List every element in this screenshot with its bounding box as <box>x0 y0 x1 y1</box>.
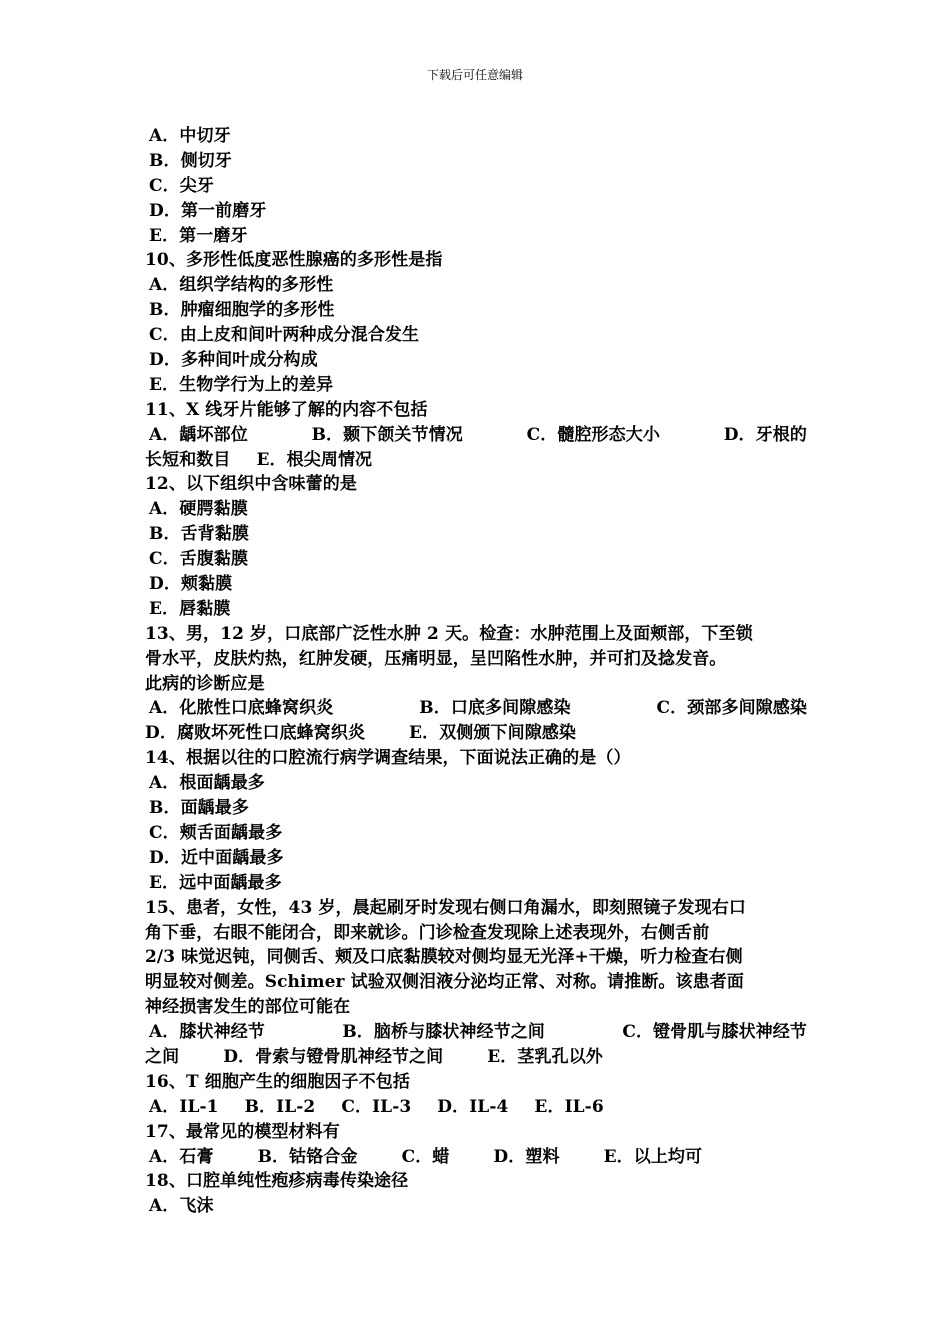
option-item: B．颞下颌关节情况 <box>311 424 463 445</box>
option-item: D．骨索与镫骨肌神经节之间 <box>223 1046 444 1067</box>
option-item: E．以上均可 <box>603 1146 703 1167</box>
option-item: D．牙根的 <box>723 424 807 445</box>
question-line: 12、以下组织中含味蕾的是 <box>145 474 357 495</box>
option-row <box>145 423 807 448</box>
option-item: D．IL-4 <box>437 1096 509 1117</box>
option-line: A．硬腭黏膜 <box>149 499 248 520</box>
question-line: 明显较对侧差。Schimer 试验双侧泪液分泌均正常、对称。请推断。该患者面 <box>145 972 744 993</box>
option-item: C．镫骨肌与膝状神经节 <box>622 1022 807 1043</box>
question-line: 15、患者，女性，43 岁，晨起刷牙时发现右侧口角漏水，即刻照镜子发现右口 <box>145 897 746 918</box>
option-item: B．脑桥与膝状神经节之间 <box>342 1022 545 1043</box>
option-line: C．舌腹黏膜 <box>149 549 249 570</box>
question-line: 14、根据以往的口腔流行病学调查结果，下面说法正确的是（） <box>145 748 631 769</box>
option-line: D．第一前磨牙 <box>149 200 267 221</box>
question-line: 18、口腔单纯性疱疹病毒传染途径 <box>145 1171 409 1192</box>
option-item: C．颈部多间隙感染 <box>656 698 807 719</box>
option-line: E．生物学行为上的差异 <box>149 374 334 395</box>
option-row <box>145 1145 807 1170</box>
question-line: 10、多形性低度恶性腺癌的多形性是指 <box>145 250 443 271</box>
option-row <box>145 1095 807 1120</box>
option-item: B．钴铬合金 <box>257 1146 358 1167</box>
option-line: A．中切牙 <box>149 126 231 146</box>
option-line: B．侧切牙 <box>149 150 232 171</box>
option-row <box>145 1020 807 1045</box>
question-line: 2/3 味觉迟钝，同侧舌、颊及口底黏膜较对侧均显无光泽+干燥，听力检查右侧 <box>145 947 743 968</box>
option-item: B．IL-2 <box>244 1096 316 1117</box>
option-item: C．蜡 <box>401 1146 450 1167</box>
option-row <box>145 1045 807 1070</box>
option-item: E．根尖周情况 <box>256 449 373 470</box>
option-row <box>145 696 807 721</box>
option-line: D．近中面龋最多 <box>149 847 284 868</box>
option-item: A．IL-1 <box>149 1096 219 1117</box>
option-line: D．多种间叶成分构成 <box>149 350 318 371</box>
option-line: A．组织学结构的多形性 <box>149 275 334 296</box>
option-line: D．颊黏膜 <box>149 574 233 595</box>
question-line: 16、T 细胞产生的细胞因子不包括 <box>145 1071 410 1092</box>
option-line: C．由上皮和间叶两种成分混合发生 <box>149 325 420 346</box>
question-line: 此病的诊断应是 <box>145 673 265 694</box>
option-line: A．飞沫 <box>149 1196 214 1217</box>
option-line: B．肿瘤细胞学的多形性 <box>149 300 335 321</box>
option-item: A．膝状神经节 <box>149 1022 265 1043</box>
option-line: E．第一磨牙 <box>149 225 248 246</box>
option-line: C．尖牙 <box>149 175 214 196</box>
option-line: B．面龋最多 <box>149 798 249 819</box>
question-line: 神经损害发生的部位可能在 <box>145 997 351 1018</box>
option-item: A．石膏 <box>149 1146 214 1167</box>
document-body <box>145 124 807 1219</box>
option-line: B．舌背黏膜 <box>149 524 249 545</box>
option-item: 长短和数目 <box>145 449 231 470</box>
option-item: E．IL-6 <box>534 1096 604 1117</box>
option-item: D．腐败坏死性口底蜂窝织炎 <box>145 723 366 744</box>
question-line: 骨水平，皮肤灼热，红肿发硬，压痛明显，呈凹陷性水肿，并可扪及捻发音。 <box>145 648 727 669</box>
option-item: E．双侧颁下间隙感染 <box>409 723 577 744</box>
option-item: D．塑料 <box>493 1146 560 1167</box>
question-line: 13、男，12 岁，口底部广泛性水肿 2 天。检查：水肿范围上及面颊部，下至锁 <box>145 623 753 644</box>
question-line: 17、最常见的模型材料有 <box>145 1121 340 1142</box>
question-line: 11、X 线牙片能够了解的内容不包括 <box>145 399 428 420</box>
option-item: 之间 <box>145 1046 180 1067</box>
option-item: C．髓腔形态大小 <box>526 424 660 445</box>
question-line: 角下垂，右眼不能闭合，即来就诊。门诊检查发现除上述表现外，右侧舌前 <box>145 922 710 943</box>
option-item: B．口底多间隙感染 <box>419 698 571 719</box>
option-row <box>145 448 807 473</box>
option-line: A．根面龋最多 <box>149 773 265 794</box>
option-line: E．远中面龋最多 <box>149 872 282 893</box>
option-row <box>145 721 807 746</box>
option-item: E．茎乳孔以外 <box>487 1046 603 1067</box>
page-header: 下载后可任意编辑 <box>426 68 523 82</box>
option-line: C．颊舌面龋最多 <box>149 822 283 843</box>
option-item: A．龋坏部位 <box>149 424 248 445</box>
option-item: C．IL-3 <box>341 1096 412 1117</box>
option-item: A．化脓性口底蜂窝织炎 <box>149 698 334 719</box>
option-line: E．唇黏膜 <box>149 598 231 619</box>
